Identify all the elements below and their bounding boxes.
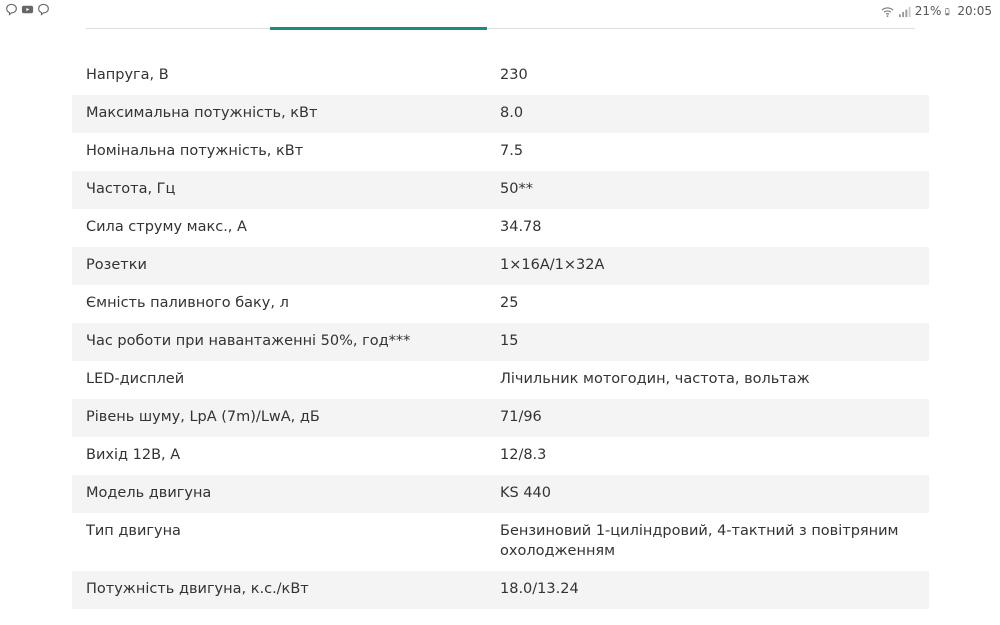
spec-label: LED-дисплей (86, 371, 185, 387)
spec-value: Лічильник мотогодин, частота, вольтаж (500, 371, 810, 387)
spec-value: 71/96 (500, 409, 542, 425)
spec-label: Модель двигуна (86, 485, 212, 501)
spec-label: Вихід 12В, А (86, 447, 181, 463)
spec-value: 25 (500, 295, 519, 311)
tabs-divider (86, 28, 915, 29)
spec-value: 34.78 (500, 219, 542, 235)
table-row (72, 399, 929, 437)
spec-label: Частота, Гц (86, 181, 176, 197)
spec-value: KS 440 (500, 485, 551, 501)
table-row (72, 437, 929, 475)
spec-value: 8.0 (500, 105, 524, 121)
spec-value: Бензиновий 1-циліндровий, 4-тактний з повітряним охолодженням (500, 523, 899, 559)
spec-label: Тип двигуна (86, 523, 181, 539)
spec-label: Потужність двигуна, к.с./кВт (86, 581, 309, 597)
specifications-table (72, 57, 929, 609)
spec-label: Максимальна потужність, кВт (86, 105, 318, 121)
viber-icon (5, 3, 18, 16)
spec-value: 7.5 (500, 143, 524, 159)
battery-percent: 21% (914, 4, 942, 18)
table-row (72, 57, 929, 95)
spec-label: Розетки (86, 257, 147, 273)
youtube-icon (21, 3, 34, 16)
signal-icon (898, 5, 911, 18)
table-row (72, 133, 929, 171)
system-status (881, 4, 992, 18)
battery-icon (945, 5, 953, 18)
spec-label: Час роботи при навантаженні 50%, год*** (86, 333, 411, 349)
spec-value: 18.0/13.24 (500, 581, 579, 597)
spec-value: 50** (500, 181, 533, 197)
table-row (72, 475, 929, 513)
table-row (72, 285, 929, 323)
notification-icons (5, 3, 50, 16)
clock: 20:05 (957, 4, 992, 18)
spec-value: 12/8.3 (500, 447, 547, 463)
spec-label: Рівень шуму, LpA (7m)/LwA, дБ (86, 409, 320, 425)
table-row (72, 171, 929, 209)
active-tab-indicator (270, 27, 487, 30)
spec-value: 15 (500, 333, 519, 349)
table-row (72, 323, 929, 361)
spec-label: Сила струму макс., А (86, 219, 247, 235)
spec-label: Напруга, В (86, 67, 169, 83)
viber-icon-2 (37, 3, 50, 16)
table-row (72, 247, 929, 285)
wifi-icon (881, 5, 894, 18)
spec-label: Ємність паливного баку, л (86, 295, 289, 311)
table-row (72, 209, 929, 247)
spec-value: 230 (500, 67, 528, 83)
table-row (72, 95, 929, 133)
table-row (72, 571, 929, 609)
spec-label: Номінальна потужність, кВт (86, 143, 304, 159)
table-row (72, 361, 929, 399)
spec-value: 1×16А/1×32А (500, 257, 605, 273)
table-row (72, 513, 929, 571)
status-bar (0, 0, 1000, 22)
